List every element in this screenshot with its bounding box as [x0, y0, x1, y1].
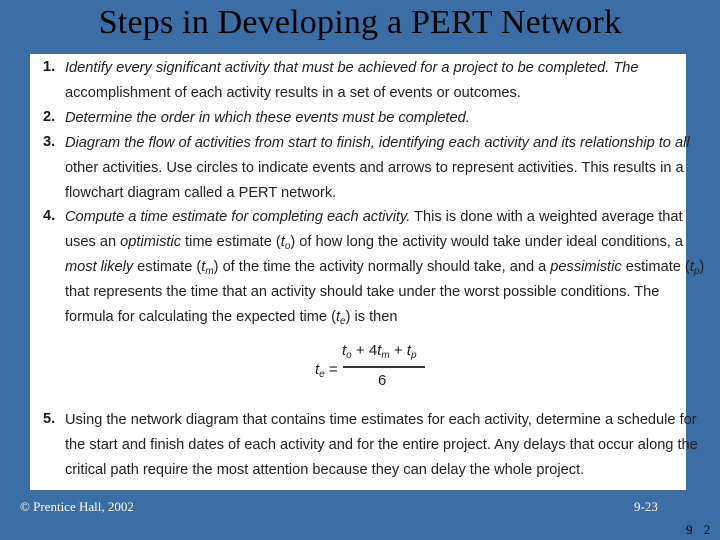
step-5-line-2: the start and finish dates of each activity and for the entire project. Any delays that occur along the	[65, 437, 698, 453]
step-3-line-2: other activities. Use circles to indicate events and arrows to represent activities. This results in a	[65, 160, 684, 176]
step-3-line-3: flowchart diagram called a PERT network.	[65, 185, 337, 201]
content-panel	[30, 54, 705, 490]
step-number: 4.	[43, 208, 56, 224]
step-1-line-2: accomplishment of each activity results in a set of events or outcomes.	[65, 85, 521, 101]
step-number: 1.	[43, 59, 56, 75]
step-4-line-3: most likely estimate $(t_m)$ of the time the activity normally should take, and a pessimistic estimate $(t_p)$	[65, 259, 705, 277]
step-2-line-1: Determine the order in which these events must be completed.	[65, 110, 470, 126]
formula-numerator: $t_o + 4t_m + t_p$	[342, 342, 417, 361]
step-number: 2.	[43, 109, 56, 125]
step-4-line-4: that represents the time that an activity should take under the worst possible conditions. The	[65, 284, 660, 300]
fraction-bar	[343, 366, 425, 368]
step-number: 5.	[43, 411, 56, 427]
step-4-line-5: formula for calculating the expected time $(t_e)$ is then	[65, 309, 398, 327]
step-number: 3.	[43, 134, 56, 150]
step-4-line-1: Compute a time estimate for completing each activity. This is done with a weighted average that	[65, 209, 683, 225]
formula-lhs: $t_e$ =	[315, 361, 338, 380]
formula-denominator: 6	[378, 372, 387, 389]
step-3-line-1: Diagram the flow of activities from start to finish, identifying each activity and its relationship to all	[65, 135, 690, 151]
corner-page-number: 9 2	[686, 522, 715, 537]
expected-time-formula	[315, 340, 435, 400]
step-1-line-1: Identify every significant activity that must be achieved for a project to be completed. The	[65, 60, 639, 76]
slide-title: Steps in Developing a PERT Network	[98, 4, 622, 41]
step-4-line-2: uses an optimistic time estimate $(t_o)$ of how long the activity would take under ideal conditions, a	[65, 234, 684, 252]
step-5-line-3: critical path require the most attention because they can delay the whole project.	[65, 462, 585, 478]
step-5-line-1: Using the network diagram that contains time estimates for each activity, determine a schedule for	[65, 412, 697, 428]
slide-number: 9-23	[634, 499, 658, 514]
copyright-footer: © Prentice Hall, 2002	[20, 499, 134, 514]
